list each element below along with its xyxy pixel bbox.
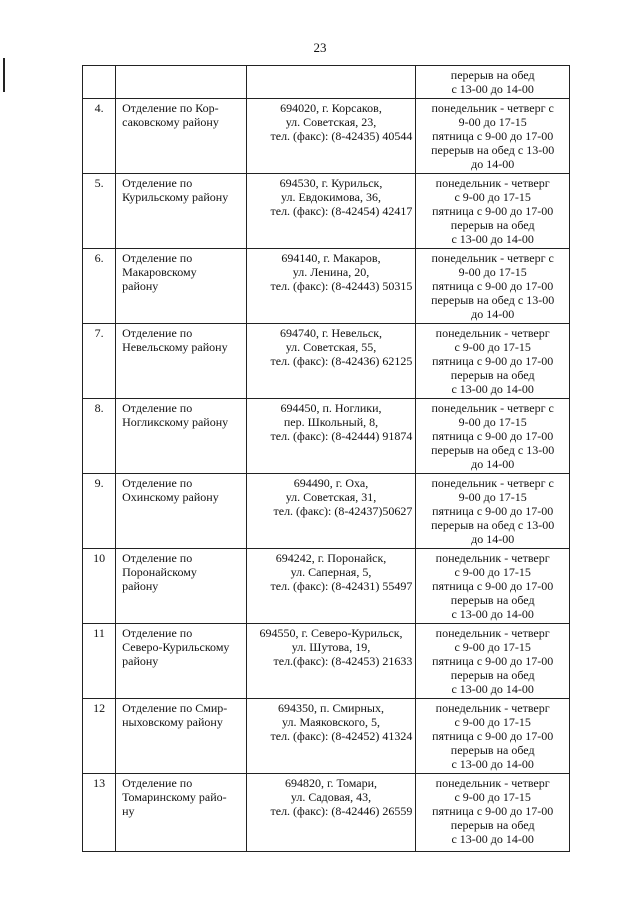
office-hours-line: пятница с 9-00 до 17-00 (432, 579, 554, 593)
office-address-line: 694550, г. Северо-Курильск, (259, 626, 403, 640)
office-hours-line: с 13-00 до 14-00 (451, 757, 534, 771)
office-address-line: ул. Советская, 31, (285, 490, 377, 504)
office-address-line: тел. (факс): (8-42444) 91874 (270, 429, 413, 443)
office-name-line: Поронайскому (122, 565, 197, 579)
office-address-line: тел. (факс): (8-42437)50627 (273, 504, 413, 518)
office-address-line: ул. Советская, 55, (285, 340, 377, 354)
office-hours (416, 174, 570, 249)
office-hours-line: пятница с 9-00 до 17-00 (432, 354, 554, 368)
office-address-line: ул. Садовая, 43, (290, 790, 372, 804)
office-hours-line: с 13-00 до 14-00 (451, 382, 534, 396)
office-address (246, 774, 416, 852)
office-hours-line: перерыв на обед (450, 68, 535, 82)
row-number: 10 (83, 549, 116, 624)
office-name (116, 549, 247, 624)
margin-mark (3, 58, 5, 92)
office-hours (416, 249, 570, 324)
office-hours-line: перерыв на обед (450, 593, 535, 607)
table-row (83, 174, 570, 249)
office-hours-line: перерыв на обед с 13-00 (431, 143, 555, 157)
office-hours-line: 9-00 до 17-15 (458, 265, 527, 279)
office-hours-line: понедельник - четверг с (431, 476, 554, 490)
page-number: 23 (313, 40, 327, 55)
office-hours-line: до 14-00 (471, 532, 515, 546)
office-name-line: Отделение по (122, 626, 193, 640)
office-address-line: 694530, г. Курильск, (279, 176, 383, 190)
office-address (246, 324, 416, 399)
office-hours-line: 9-00 до 17-15 (458, 490, 527, 504)
office-name-line: ну (122, 804, 135, 818)
office-name (116, 174, 247, 249)
office-hours (416, 549, 570, 624)
office-hours-line: до 14-00 (471, 307, 515, 321)
office-address-line: ул. Ленина, 20, (292, 265, 370, 279)
office-hours-line: пятница с 9-00 до 17-00 (432, 654, 554, 668)
office-hours (416, 774, 570, 852)
office-name-line: Курильскому району (122, 190, 229, 204)
table-row (83, 249, 570, 324)
office-name-line: Отделение по (122, 476, 193, 490)
office-name-line: Отделение по (122, 401, 193, 415)
office-hours-line: перерыв на обед с 13-00 (431, 443, 555, 457)
office-hours-line: понедельник - четверг (435, 776, 550, 790)
office-address-line: 694820, г. Томари, (284, 776, 378, 790)
office-hours-line: понедельник - четверг с (431, 101, 554, 115)
row-number: 8. (83, 399, 116, 474)
office-name-line: Охинскому району (122, 490, 219, 504)
office-hours-line: пятница с 9-00 до 17-00 (432, 429, 554, 443)
office-address (246, 174, 416, 249)
office-hours (416, 99, 570, 174)
table-row (83, 474, 570, 549)
office-name (116, 774, 247, 852)
office-hours-line: 9-00 до 17-15 (458, 415, 527, 429)
office-name-line: Томаринскому райо- (122, 790, 227, 804)
office-hours (416, 474, 570, 549)
office-hours-line: с 13-00 до 14-00 (451, 232, 534, 246)
office-address-line: тел. (факс): (8-42443) 50315 (270, 279, 413, 293)
office-address-line: тел. (факс): (8-42452) 41324 (270, 729, 413, 743)
office-name-line: Отделение по (122, 776, 193, 790)
office-name-line: Ногликскому району (122, 415, 229, 429)
office-hours-line: перерыв на обед с 13-00 (431, 518, 555, 532)
office-name-line: району (122, 654, 159, 668)
office-address-line: 694740, г. Невельск, (279, 326, 383, 340)
office-address-line: тел. (факс): (8-42435) 40544 (270, 129, 413, 143)
office-hours-line: до 14-00 (471, 457, 515, 471)
table-row (83, 624, 570, 699)
office-name-line: саковскому району (122, 115, 219, 129)
office-hours-line: перерыв на обед с 13-00 (431, 293, 555, 307)
row-number (83, 66, 116, 99)
office-name (116, 66, 247, 99)
office-address-line: пер. Школьный, 8, (283, 415, 379, 429)
table-row (83, 399, 570, 474)
office-hours (416, 324, 570, 399)
office-hours-line: пятница с 9-00 до 17-00 (432, 279, 554, 293)
office-address (246, 99, 416, 174)
office-hours-line: с 13-00 до 14-00 (451, 82, 534, 96)
office-name (116, 324, 247, 399)
office-name-line: Отделение по Кор- (122, 101, 219, 115)
office-hours-line: с 13-00 до 14-00 (451, 682, 534, 696)
row-number: 5. (83, 174, 116, 249)
office-name-line: району (122, 279, 159, 293)
office-name-line: Отделение по (122, 326, 193, 340)
office-name-line: Макаровскому (122, 265, 197, 279)
office-hours-line: с 9-00 до 17-15 (454, 190, 531, 204)
office-address-line: ул. Саперная, 5, (290, 565, 372, 579)
office-address (246, 249, 416, 324)
table-row (83, 699, 570, 774)
office-hours-line: перерыв на обед (450, 743, 535, 757)
office-address (246, 549, 416, 624)
office-hours (416, 699, 570, 774)
office-hours-line: 9-00 до 17-15 (458, 115, 527, 129)
office-name-line: району (122, 579, 159, 593)
office-address-line: 694450, п. Ноглики, (280, 401, 382, 415)
office-address-line: ул. Евдокимова, 36, (281, 190, 381, 204)
office-hours-line: понедельник - четверг с (431, 401, 554, 415)
office-name (116, 699, 247, 774)
row-number: 11 (83, 624, 116, 699)
office-hours-line: с 9-00 до 17-15 (454, 565, 531, 579)
office-hours (416, 624, 570, 699)
office-hours-line: понедельник - четверг с (431, 251, 554, 265)
office-hours-line: понедельник - четверг (435, 701, 550, 715)
office-address-line: ул. Шутова, 19, (291, 640, 371, 654)
office-hours-line: с 9-00 до 17-15 (454, 715, 531, 729)
office-name-line: Отделение по (122, 551, 193, 565)
office-hours-line: до 14-00 (471, 157, 515, 171)
office-name (116, 99, 247, 174)
row-number: 4. (83, 99, 116, 174)
office-hours-line: понедельник - четверг (435, 551, 550, 565)
office-hours-line: пятница с 9-00 до 17-00 (432, 204, 554, 218)
office-address-line: 694490, г. Оха, (293, 476, 369, 490)
office-name-line: ныховскому району (122, 715, 223, 729)
office-hours-line: пятница с 9-00 до 17-00 (432, 804, 554, 818)
office-address-line: 694020, г. Корсаков, (280, 101, 382, 115)
office-address (246, 474, 416, 549)
table-row (83, 774, 570, 852)
office-hours-line: понедельник - четверг (435, 176, 550, 190)
office-name-line: Отделение по Смир- (122, 701, 228, 715)
row-number: 7. (83, 324, 116, 399)
office-address-line: тел. (факс): (8-42446) 26559 (270, 804, 413, 818)
office-address-line: тел. (факс): (8-42431) 55497 (270, 579, 413, 593)
table-row (83, 324, 570, 399)
office-hours-line: перерыв на обед (450, 668, 535, 682)
office-hours-line: с 13-00 до 14-00 (451, 607, 534, 621)
office-hours-line: перерыв на обед (450, 218, 535, 232)
office-address-line: 694140, г. Макаров, (281, 251, 381, 265)
office-name (116, 399, 247, 474)
office-address (246, 399, 416, 474)
office-name (116, 249, 247, 324)
table-row (83, 66, 570, 99)
office-address-line: 694242, г. Поронайск, (275, 551, 387, 565)
office-hours (416, 66, 570, 99)
office-hours-line: пятница с 9-00 до 17-00 (432, 729, 554, 743)
office-hours (416, 399, 570, 474)
office-hours-line: перерыв на обед (450, 368, 535, 382)
office-hours-line: перерыв на обед (450, 818, 535, 832)
table-row (83, 549, 570, 624)
office-name-line: Северо-Курильскому (122, 640, 230, 654)
office-name-line: Отделение по (122, 251, 193, 265)
office-hours-line: с 9-00 до 17-15 (454, 340, 531, 354)
office-hours-line: понедельник - четверг (435, 326, 550, 340)
office-address (246, 624, 416, 699)
office-name-line: Невельскому району (122, 340, 228, 354)
office-address-line: тел. (факс): (8-42436) 62125 (270, 354, 413, 368)
table-row (83, 99, 570, 174)
office-hours-line: с 9-00 до 17-15 (454, 790, 531, 804)
office-name (116, 474, 247, 549)
office-address-line: тел. (факс): (8-42454) 42417 (270, 204, 413, 218)
office-address-line: ул. Советская, 23, (285, 115, 377, 129)
row-number: 13 (83, 774, 116, 852)
office-address-line: ул. Маяковского, 5, (282, 715, 380, 729)
office-address-line: тел.(факс): (8-42453) 21633 (273, 654, 413, 668)
office-address (246, 699, 416, 774)
offices-table (82, 65, 570, 852)
row-number: 12 (83, 699, 116, 774)
row-number: 9. (83, 474, 116, 549)
office-name (116, 624, 247, 699)
office-hours-line: пятница с 9-00 до 17-00 (432, 129, 554, 143)
office-address (246, 66, 416, 99)
office-hours-line: с 9-00 до 17-15 (454, 640, 531, 654)
office-address-line: 694350, п. Смирных, (278, 701, 384, 715)
office-name-line: Отделение по (122, 176, 193, 190)
row-number: 6. (83, 249, 116, 324)
office-hours-line: понедельник - четверг (435, 626, 550, 640)
office-hours-line: пятница с 9-00 до 17-00 (432, 504, 554, 518)
office-hours-line: с 13-00 до 14-00 (451, 832, 534, 846)
